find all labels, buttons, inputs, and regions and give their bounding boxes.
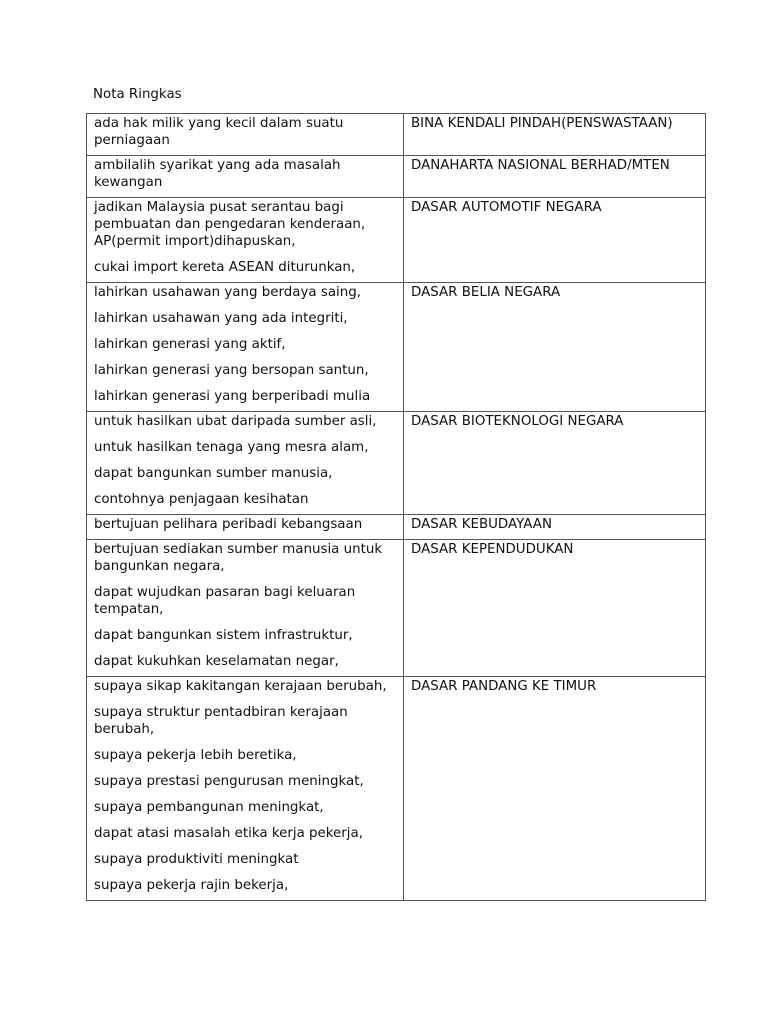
- description-cell: [87, 198, 404, 283]
- description-cell: [87, 515, 404, 540]
- policy-name-cell: DASAR PANDANG KE TIMUR: [404, 677, 706, 901]
- description-line: dapat wujudkan pasaran bagi keluaran tempatan,: [94, 585, 356, 617]
- document-title: Nota Ringkas: [93, 87, 182, 102]
- description-line: ambilalih syarikat yang ada masalah kewangan: [94, 158, 341, 190]
- table-row: [87, 540, 706, 677]
- description-line: supaya struktur pentadbiran kerajaan berubah,: [94, 705, 348, 737]
- description-line: supaya pekerja lebih beretika,: [94, 748, 297, 763]
- description-line: lahirkan generasi yang bersopan santun,: [94, 363, 369, 378]
- description-cell: [87, 677, 404, 901]
- description-line: dapat atasi masalah etika kerja pekerja,: [94, 826, 363, 841]
- description-line: supaya prestasi pengurusan meningkat,: [94, 774, 364, 789]
- policy-name-cell: DASAR BELIA NEGARA: [404, 283, 706, 412]
- description-line: contohnya penjagaan kesihatan: [94, 492, 309, 507]
- policy-name-cell: DANAHARTA NASIONAL BERHAD/MTEN: [404, 156, 706, 198]
- policy-name-cell: BINA KENDALI PINDAH(PENSWASTAAN): [404, 114, 706, 156]
- table-row: [87, 198, 706, 283]
- description-cell: [87, 114, 404, 156]
- description-line: cukai import kereta ASEAN diturunkan,: [94, 260, 356, 275]
- description-line: supaya pembangunan meningkat,: [94, 800, 324, 815]
- description-line: jadikan Malaysia pusat serantau bagi pembuatan dan pengedaran kenderaan, AP(permit import)dihapuskan,: [94, 200, 366, 249]
- description-line: supaya produktiviti meningkat: [94, 852, 299, 867]
- description-line: dapat bangunkan sistem infrastruktur,: [94, 628, 353, 643]
- table-row: [87, 283, 706, 412]
- table-row: [87, 677, 706, 901]
- description-cell: [87, 156, 404, 198]
- table-row: [87, 114, 706, 156]
- policy-name-cell: DASAR KEBUDAYAAN: [404, 515, 706, 540]
- description-cell: [87, 412, 404, 515]
- policy-name-cell: DASAR AUTOMOTIF NEGARA: [404, 198, 706, 283]
- table-row: [87, 412, 706, 515]
- description-line: supaya pekerja rajin bekerja,: [94, 878, 289, 893]
- description-line: supaya sikap kakitangan kerajaan berubah,: [94, 679, 387, 694]
- policy-name-cell: DASAR KEPENDUDUKAN: [404, 540, 706, 677]
- description-line: lahirkan generasi yang aktif,: [94, 337, 286, 352]
- description-cell: [87, 540, 404, 677]
- description-line: dapat bangunkan sumber manusia,: [94, 466, 333, 481]
- description-line: bertujuan sediakan sumber manusia untuk bangunkan negara,: [94, 542, 383, 574]
- description-line: dapat kukuhkan keselamatan negar,: [94, 654, 339, 669]
- description-line: untuk hasilkan ubat daripada sumber asli,: [94, 414, 377, 429]
- table-row: [87, 515, 706, 540]
- notes-table: [86, 113, 706, 901]
- description-line: lahirkan usahawan yang ada integriti,: [94, 311, 348, 326]
- description-cell: [87, 283, 404, 412]
- description-line: lahirkan generasi yang berperibadi mulia: [94, 389, 371, 404]
- description-line: lahirkan usahawan yang berdaya saing,: [94, 285, 361, 300]
- notes-table-body: [87, 114, 706, 901]
- table-row: [87, 156, 706, 198]
- description-line: ada hak milik yang kecil dalam suatu perniagaan: [94, 116, 344, 148]
- description-line: untuk hasilkan tenaga yang mesra alam,: [94, 440, 369, 455]
- policy-name-cell: DASAR BIOTEKNOLOGI NEGARA: [404, 412, 706, 515]
- description-line: bertujuan pelihara peribadi kebangsaan: [94, 517, 363, 532]
